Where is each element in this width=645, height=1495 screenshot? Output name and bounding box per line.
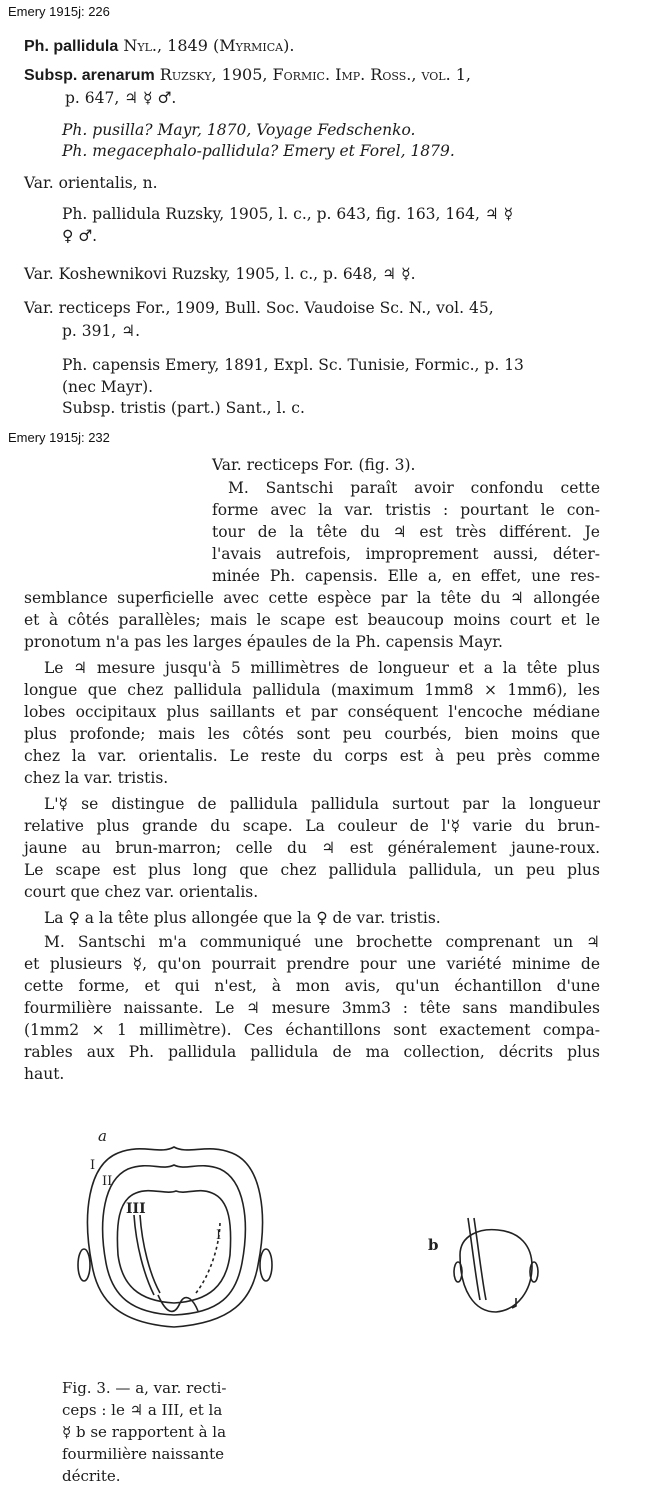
subspecies-line (24, 65, 471, 86)
roman-numeral-II: II (102, 1174, 113, 1189)
caption-line: ceps : le ♃ a III, et la (62, 1401, 223, 1419)
p5-line: (1mm2 × 1 millimètre). Ces échantillons sont exactement compa- (24, 1021, 600, 1039)
orientalis-citation-1: Ph. pallidula Ruzsky, 1905, l. c., p. 643, fig. 163, 164, ♃ ☿ (62, 205, 514, 223)
p3-line: relative plus grande du scape. La couleur de l'☿ varie du brun- (24, 817, 600, 835)
p5-line: rables aux Ph. pallidula pallidula de ma collection, décrits plus (24, 1043, 600, 1061)
p3-line: Le scape est plus long que chez pallidula pallidula, un peu plus (24, 861, 600, 879)
figure-a-drawing (70, 1125, 280, 1345)
p1-line: M. Santschi paraît avoir confondu cette (228, 479, 600, 497)
reference-label-1: Emery 1915j: 226 (8, 4, 110, 19)
section-heading: Var. recticeps For. (fig. 3). (212, 456, 416, 474)
figure-b-drawing (420, 1210, 550, 1320)
p1-line: et à côtés parallèles; mais le scape est beaucoup moins court et le (24, 611, 600, 629)
caption-line: ☿ b se rapportent à la (62, 1423, 227, 1441)
variety-koshewnikovi: Var. Koshewnikovi Ruzsky, 1905, l. c., p. 648, ♃ ☿. (24, 265, 416, 283)
p3-line: court que chez var. orientalis. (24, 883, 259, 901)
recticeps-citation-2: (nec Mayr). (62, 378, 154, 396)
figure-b-label: b (428, 1236, 439, 1254)
figure-a-label: a (98, 1127, 107, 1145)
orientalis-citation-2: ♀ ♂. (62, 227, 98, 245)
caption-line: Fig. 3. — a, var. recti- (62, 1379, 227, 1397)
subspecies-author: Ruzsky, 1905, Formic. Imp. Ross., vol. 1, (159, 65, 472, 84)
p2-line: lobes occipitaux plus saillants et par conséquent l'encoche médiane (24, 703, 600, 721)
variety-recticeps-2: p. 391, ♃. (62, 322, 141, 340)
p3-line: jaune au brun-marron; celle du ♃ est généralement jaune-roux. (24, 839, 600, 857)
caption-line: fourmilière naissante (62, 1445, 225, 1463)
p2-line: longue que chez pallidula pallidula (maximum 1mm8 × 1mm6), les (24, 681, 600, 699)
p1-line: minée Ph. capensis. Elle a, en effet, une res- (212, 567, 600, 585)
synonym-2: Ph. megacephalo-pallidula? Emery et Forel, 1879. (62, 142, 455, 160)
p3-line: L'☿ se distingue de pallidula pallidula surtout par la longueur (44, 795, 600, 813)
subspecies-pages: p. 647, ♃ ☿ ♂. (65, 89, 177, 107)
variety-orientalis: Var. orientalis, n. (24, 174, 158, 192)
caption-line: décrite. (62, 1467, 121, 1485)
p5-line: fourmilière naissante. Le ♃ mesure 3mm3 : tête sans mandibules (24, 999, 600, 1017)
p5-line: haut. (24, 1065, 65, 1083)
subspecies-name: Subsp. arenarum (24, 67, 155, 84)
recticeps-citation-1: Ph. capensis Emery, 1891, Expl. Sc. Tunisie, Formic., p. 13 (62, 356, 524, 374)
p5-line: M. Santschi m'a communiqué une brochette comprenant un ♃ (44, 933, 600, 951)
p2-line: chez la var. tristis. (24, 769, 169, 787)
p2-line: Le ♃ mesure jusqu'à 5 millimètres de longueur et a la tête plus (44, 659, 600, 677)
p1-line: semblance superficielle avec cette espèce par la tête du ♃ allongée (24, 589, 600, 607)
p1-line: forme avec la var. tristis : pourtant le con- (212, 501, 600, 519)
p5-line: et plusieurs ☿, qu'on pourrait prendre pour une variété minime de (24, 955, 600, 973)
species-author: Nyl., 1849 (Myrmica). (123, 36, 295, 55)
paragraph-4: La ♀ a la tête plus allongée que la ♀ de var. tristis. (44, 909, 441, 927)
p2-line: plus profonde; mais les côtés sont peu courbés, bien moins que (24, 725, 600, 743)
synonym-1: Ph. pusilla? Mayr, 1870, Voyage Fedschenko. (62, 121, 416, 139)
p1-line: l'avais autrefois, improprement aussi, déter- (212, 545, 600, 563)
p1-line: tour de la tête du ♃ est très différent. Je (212, 523, 600, 541)
recticeps-citation-3: Subsp. tristis (part.) Sant., l. c. (62, 399, 305, 417)
roman-numeral-I-inner: I (216, 1228, 222, 1243)
roman-numeral-I-outer: I (90, 1158, 96, 1173)
variety-recticeps-1: Var. recticeps For., 1909, Bull. Soc. Vaudoise Sc. N., vol. 45, (24, 299, 494, 317)
reference-label-2: Emery 1915j: 232 (8, 430, 110, 445)
species-name: Ph. pallidula (24, 38, 119, 55)
roman-numeral-III: III (126, 1201, 146, 1217)
p5-line: cette forme, et qui n'est, à mon avis, qu'un échantillon d'une (24, 977, 600, 995)
species-line (24, 36, 294, 57)
p1-line: pronotum n'a pas les larges épaules de la Ph. capensis Mayr. (24, 633, 503, 651)
p2-line: chez la var. orientalis. Le reste du corps est à peu près comme (24, 747, 600, 765)
